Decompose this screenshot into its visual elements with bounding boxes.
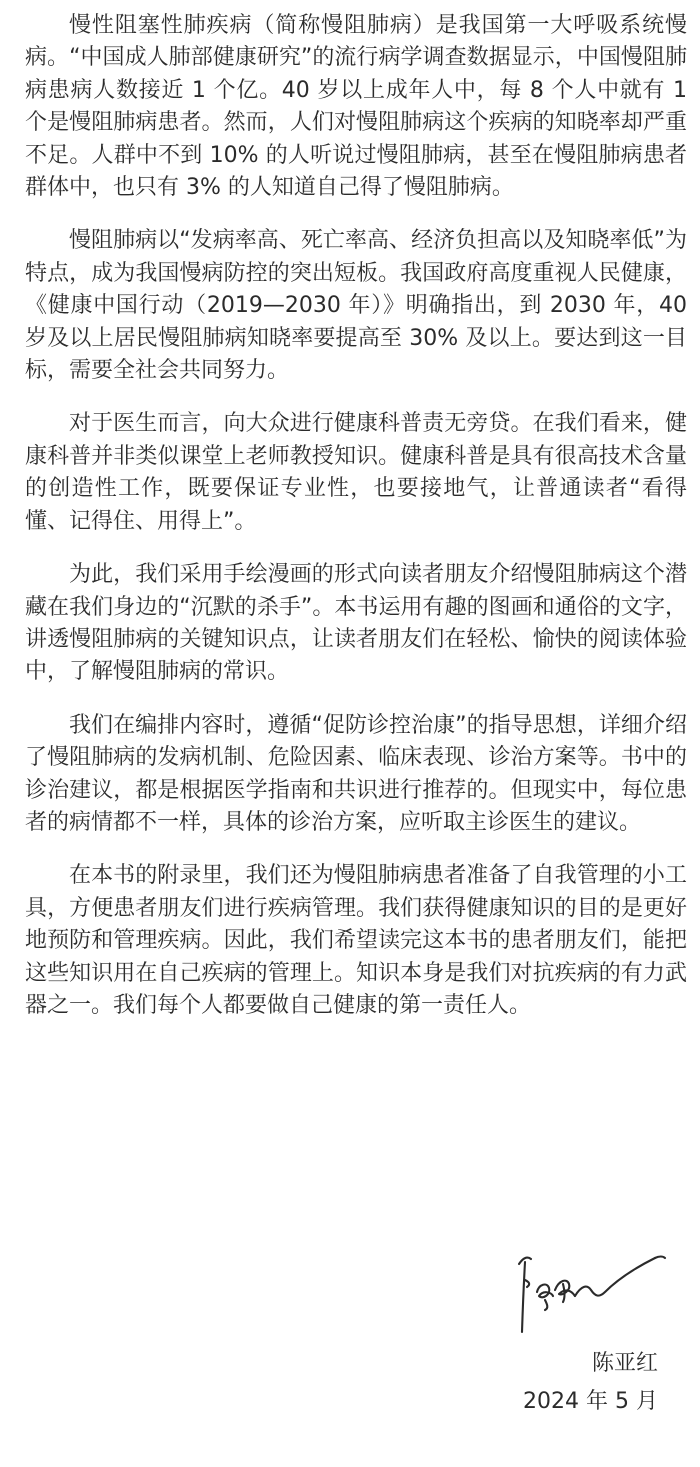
- signature-date: 2024 年 5 月: [523, 1389, 658, 1414]
- paragraph-1: 慢性阻塞性肺疾病（简称慢阻肺病）是我国第一大呼吸系统慢病。“中国成人肺部健康研究”的流行病学调查数据显示，中国慢阻肺病患病人数接近 1 个亿。40 岁以上成年人中，每 8 个人中就有 1 个是慢阻肺病患者。然而，人们对慢阻肺病这个疾病的知晓率却严重不足。人群中不到 10% 的人听说过慢阻肺病，甚至在慢阻肺病患者群体中，也只有 3% 的人知道自己得了慢阻肺病。: [25, 13, 687, 201]
- paragraph-6: 在本书的附录里，我们还为慢阻肺病患者准备了自我管理的小工具，方便患者朋友们进行疾病管理。我们获得健康知识的目的是更好地预防和管理疾病。因此，我们希望读完这本书的患者朋友们，能把这些知识用在自己疾病的管理上。知识本身是我们对抗疾病的有力武器之一。我们每个人都要做自己健康的第一责任人。: [25, 863, 687, 1018]
- paragraph-4: 为此，我们采用手绘漫画的形式向读者朋友介绍慢阻肺病这个潜藏在我们身边的“沉默的杀手”。本书运用有趣的图画和通俗的文字，讲透慢阻肺病的关键知识点，让读者朋友们在轻松、愉快的阅读体验中，了解慢阻肺病的常识。: [25, 562, 687, 685]
- handwritten-signature-icon: [505, 1240, 675, 1350]
- author-name: 陈亚红: [591, 1351, 658, 1376]
- paragraph-5: 我们在编排内容时，遵循“促防诊控治康”的指导思想，详细介绍了慢阻肺病的发病机制、危险因素、临床表现、诊治方案等。书中的诊治建议，都是根据医学指南和共识进行推荐的。但现实中，每位患者的病情都不一样，具体的诊治方案，应听取主诊医生的建议。: [25, 712, 687, 835]
- paragraph-2: 慢阻肺病以“发病率高、死亡率高、经济负担高以及知晓率低”为特点，成为我国慢病防控的突出短板。我国政府高度重视人民健康，《健康中国行动（2019—2030 年）》明确指出，到 2030 年，40 岁及以上居民慢阻肺病知晓率要提高至 30% 及以上。要达到这一目标，需要全社会共同努力。: [25, 228, 687, 384]
- preface-body: [25, 10, 687, 1043]
- paragraph-3: 对于医生而言，向大众进行健康科普责无旁贷。在我们看来，健康科普并非类似课堂上老师教授知识。健康科普是具有很高技术含量的创造性工作，既要保证专业性，也要接地气，让普通读者“看得懂、记得住、用得上”。: [25, 411, 687, 534]
